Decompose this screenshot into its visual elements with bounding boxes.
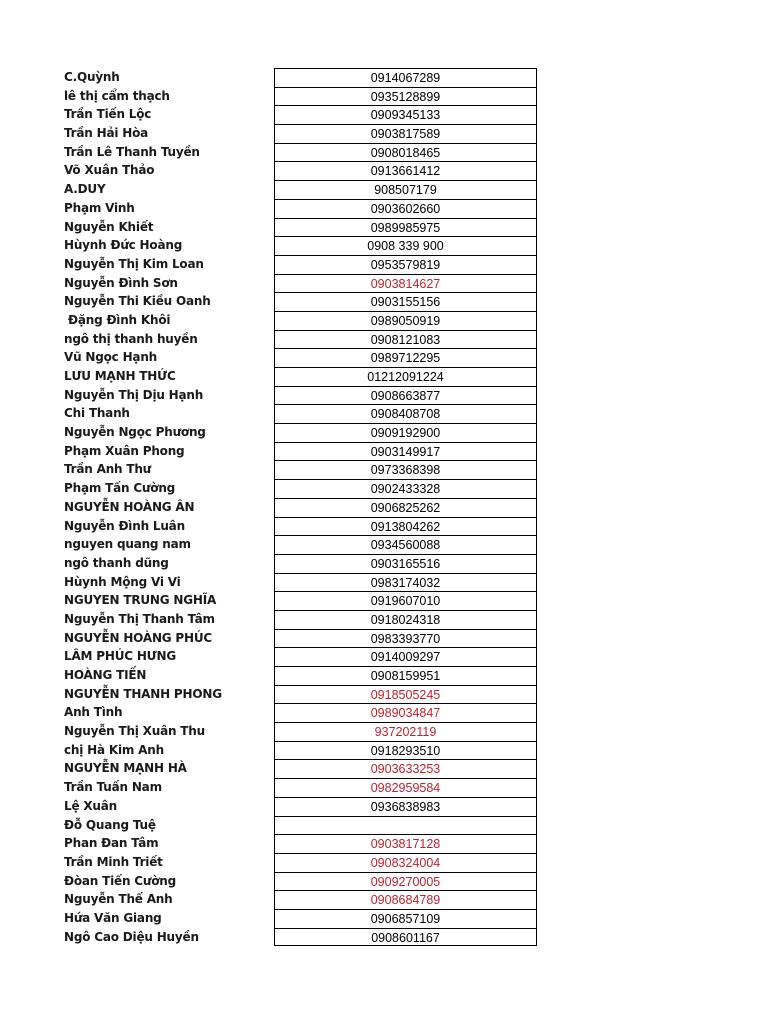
phone-cell xyxy=(274,816,537,835)
contact-row xyxy=(0,311,768,330)
contact-row xyxy=(0,685,768,704)
contact-name: NGUYỄN HOÀNG ÂN xyxy=(64,499,195,514)
contact-name: ngô thanh dũng xyxy=(64,555,169,570)
contact-name: Nguyễn Khiết xyxy=(64,219,154,234)
phone-cell: 0908018465 xyxy=(274,143,537,162)
phone-cell: 937202119 xyxy=(274,722,537,741)
phone-cell: 0918505245 xyxy=(274,685,537,704)
phone-cell: 0908159951 xyxy=(274,666,537,685)
contact-name: NGUYEN TRUNG NGHĨA xyxy=(64,593,217,608)
contact-row xyxy=(0,853,768,872)
contact-name: HOÀNG TIẾN xyxy=(64,668,147,682)
contact-row xyxy=(0,666,768,685)
contact-row xyxy=(0,890,768,909)
phone-cell: 0913804262 xyxy=(274,517,537,536)
contact-name: Phạm Xuân Phong xyxy=(64,443,185,458)
contact-row xyxy=(0,797,768,816)
contact-row xyxy=(0,591,768,610)
contact-name: Trần Anh Thư xyxy=(64,462,152,477)
contact-row xyxy=(0,218,768,237)
phone-cell: 0983174032 xyxy=(274,573,537,592)
phone-cell: 0989034847 xyxy=(274,703,537,722)
phone-cell: 0903633253 xyxy=(274,759,537,778)
phone-cell: 0908601167 xyxy=(274,928,537,947)
contact-name: Anh Tình xyxy=(64,705,123,720)
phone-cell: 0989712295 xyxy=(274,348,537,367)
contact-name: Nguyễn Thị Thanh Tâm xyxy=(64,611,215,626)
contact-name: Nguyễn Thị Kim Loan xyxy=(64,256,204,271)
contact-name: Trần Lê Thanh Tuyền xyxy=(64,144,200,159)
contact-name: lê thị cẩm thạch xyxy=(64,88,170,103)
phone-cell: 0909270005 xyxy=(274,872,537,891)
phone-cell: 0909192900 xyxy=(274,423,537,442)
contact-row xyxy=(0,330,768,349)
phone-cell: 0914009297 xyxy=(274,647,537,666)
contact-row xyxy=(0,517,768,536)
contact-name: Trần Tiến Lộc xyxy=(64,107,152,122)
contact-row xyxy=(0,404,768,423)
contact-row xyxy=(0,292,768,311)
phone-cell: 0906857109 xyxy=(274,909,537,928)
phone-cell: 0902433328 xyxy=(274,479,537,498)
contact-name: Trần Tuấn Nam xyxy=(64,780,162,795)
contact-row xyxy=(0,68,768,87)
contact-name: Nguyễn Thế Anh xyxy=(64,892,173,907)
contact-name: Ngô Cao Diệu Huyền xyxy=(64,929,199,944)
phone-cell: 0918024318 xyxy=(274,610,537,629)
contact-name: Đặng Đình Khôi xyxy=(64,312,171,327)
contact-name: Hứa Văn Giang xyxy=(64,910,162,925)
phone-cell: 0908 339 900 xyxy=(274,236,537,255)
phone-cell: 0903155156 xyxy=(274,292,537,311)
contact-name: Nguyễn Thị Dịu Hạnh xyxy=(64,387,204,402)
contact-row xyxy=(0,703,768,722)
phone-cell: 0973368398 xyxy=(274,460,537,479)
phone-cell: 0989050919 xyxy=(274,311,537,330)
contact-row xyxy=(0,460,768,479)
contact-name: Vũ Ngọc Hạnh xyxy=(64,350,158,365)
contact-name: Nguyễn Thị Xuân Thu xyxy=(64,724,205,739)
contact-row xyxy=(0,629,768,648)
phone-cell: 0903814627 xyxy=(274,274,537,293)
contact-row xyxy=(0,834,768,853)
contact-name: Lệ Xuân xyxy=(64,798,117,813)
contact-name: Võ Xuân Thảo xyxy=(64,163,155,178)
phone-cell: 0913661412 xyxy=(274,161,537,180)
contact-row xyxy=(0,909,768,928)
contact-name: Nguyễn Đình Sơn xyxy=(64,275,178,290)
contact-name: Hùynh Mộng Vi Vi xyxy=(64,574,181,589)
contact-name: NGUYỄN MẠNH HÀ xyxy=(64,761,187,776)
contact-row xyxy=(0,872,768,891)
contact-name: Trần Minh Triết xyxy=(64,854,163,869)
contact-name: Nguyễn Đình Luân xyxy=(64,518,185,533)
contact-row xyxy=(0,722,768,741)
contact-name: Phạm Tấn Cường xyxy=(64,481,176,496)
contact-row xyxy=(0,816,768,835)
contact-row xyxy=(0,442,768,461)
contact-row xyxy=(0,87,768,106)
contact-row xyxy=(0,348,768,367)
contact-name: Đòan Tiến Cường xyxy=(64,873,177,888)
contact-name: LÂM PHÚC HƯNG xyxy=(64,649,176,664)
phone-cell: 0919607010 xyxy=(274,591,537,610)
phone-cell: 0934560088 xyxy=(274,535,537,554)
contact-name: Nguyễn Ngọc Phương xyxy=(64,425,206,440)
contact-row xyxy=(0,274,768,293)
contact-name: C.Quỳnh xyxy=(64,70,120,84)
contact-name: Trần Hải Hòa xyxy=(64,126,149,141)
phone-cell: 0983393770 xyxy=(274,629,537,648)
contact-row xyxy=(0,554,768,573)
contact-row xyxy=(0,479,768,498)
phone-cell: 0906825262 xyxy=(274,498,537,517)
contact-row xyxy=(0,778,768,797)
phone-cell: 0903817128 xyxy=(274,834,537,853)
phone-cell: 0935128899 xyxy=(274,87,537,106)
phone-cell: 0903165516 xyxy=(274,554,537,573)
contact-name: chị Hà Kim Anh xyxy=(64,742,164,757)
contact-sheet xyxy=(0,68,768,946)
contact-name: Phan Đan Tâm xyxy=(64,836,159,851)
contact-row xyxy=(0,161,768,180)
contact-name: Nguyễn Thi Kiều Oanh xyxy=(64,294,211,309)
contact-name: LƯU MẠNH THỨC xyxy=(64,369,176,383)
phone-cell: 0903817589 xyxy=(274,124,537,143)
contact-name: Phạm Vinh xyxy=(64,200,135,215)
phone-cell: 0909345133 xyxy=(274,105,537,124)
contact-row xyxy=(0,236,768,255)
contact-name: Đỗ Quang Tuệ xyxy=(64,817,156,832)
contact-row xyxy=(0,535,768,554)
phone-cell: 0982959584 xyxy=(274,778,537,797)
contact-row xyxy=(0,367,768,386)
contact-row xyxy=(0,105,768,124)
phone-cell: 0989985975 xyxy=(274,218,537,237)
phone-cell: 0903149917 xyxy=(274,442,537,461)
contact-name: Hùynh Đức Hoàng xyxy=(64,238,183,253)
phone-cell: 0908324004 xyxy=(274,853,537,872)
contact-row xyxy=(0,143,768,162)
contact-row xyxy=(0,759,768,778)
contact-row xyxy=(0,124,768,143)
phone-cell: 0903602660 xyxy=(274,199,537,218)
phone-cell: 0918293510 xyxy=(274,741,537,760)
contact-row xyxy=(0,928,768,947)
contact-name: ngô thị thanh huyền xyxy=(64,331,198,346)
contact-row xyxy=(0,573,768,592)
contact-row xyxy=(0,610,768,629)
phone-cell: 0953579819 xyxy=(274,255,537,274)
contact-row xyxy=(0,255,768,274)
contact-name: Chi Thanh xyxy=(64,406,130,421)
contact-row xyxy=(0,741,768,760)
contact-name: nguyen quang nam xyxy=(64,537,191,552)
contact-row xyxy=(0,180,768,199)
contact-row xyxy=(0,199,768,218)
phone-cell: 0908408708 xyxy=(274,404,537,423)
contact-row xyxy=(0,423,768,442)
phone-cell: 908507179 xyxy=(274,180,537,199)
phone-cell: 0908121083 xyxy=(274,330,537,349)
contact-name: NGUYỄN THANH PHONG xyxy=(64,686,222,701)
contact-row xyxy=(0,386,768,405)
phone-cell: 01212091224 xyxy=(274,367,537,386)
contact-name: A.DUY xyxy=(64,182,106,197)
phone-cell: 0936838983 xyxy=(274,797,537,816)
phone-cell: 0914067289 xyxy=(274,68,537,87)
phone-cell: 0908684789 xyxy=(274,890,537,909)
contact-row xyxy=(0,647,768,666)
contact-name: NGUYỄN HOÀNG PHÚC xyxy=(64,630,213,645)
phone-cell: 0908663877 xyxy=(274,386,537,405)
contact-row xyxy=(0,498,768,517)
